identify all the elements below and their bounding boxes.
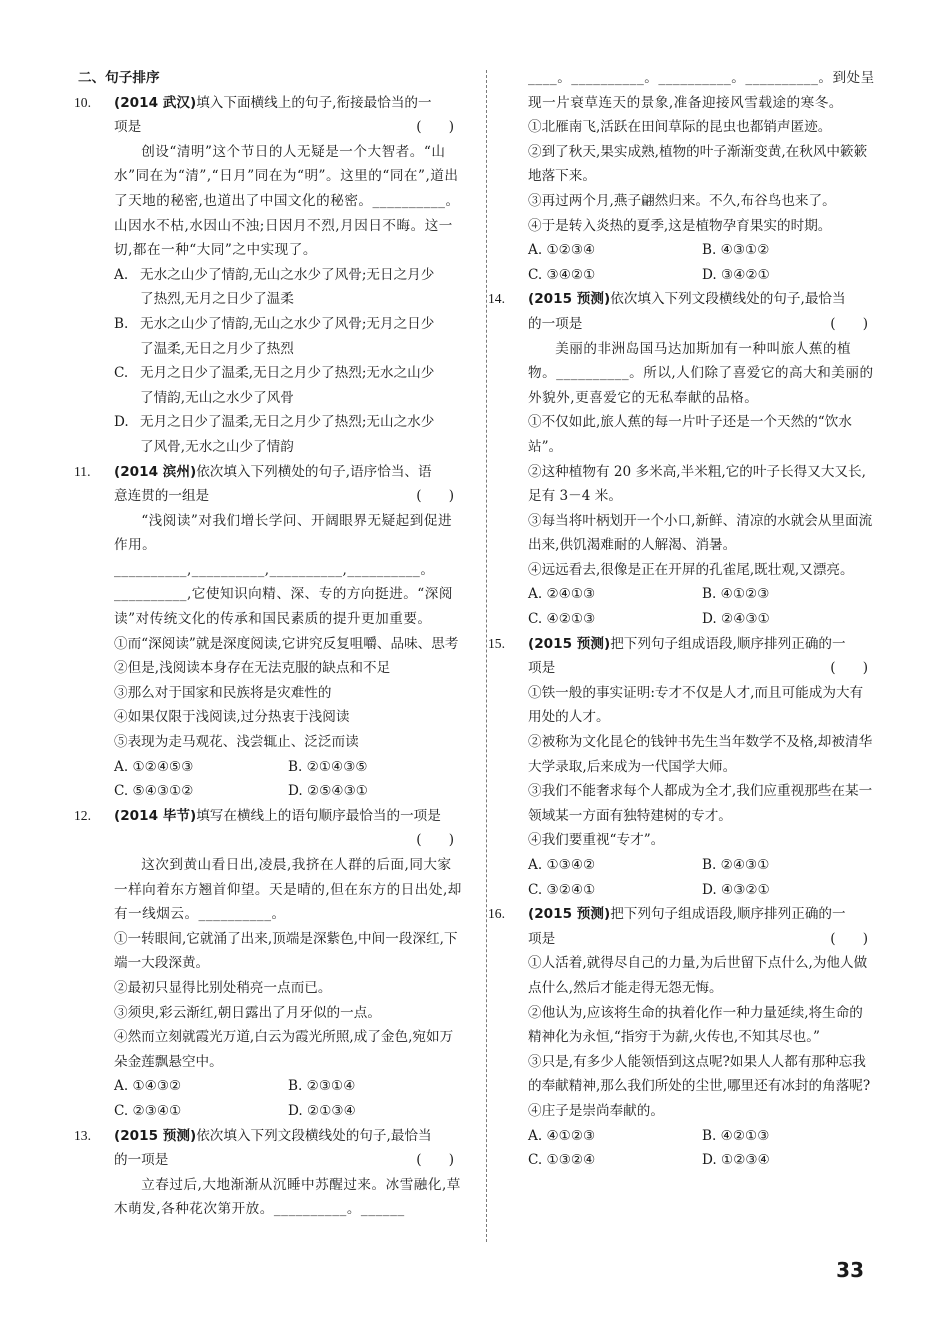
question-14	[488, 287, 876, 631]
option-label: A.	[114, 266, 129, 283]
sentence-item: ②被称为文化昆仑的钱钟书先生当年数学不及格,却被清华大学录取,后来成为一代国学大师。	[528, 734, 873, 775]
answer-choices	[510, 238, 876, 287]
question-text: 的一项是	[114, 1152, 169, 1169]
question-15	[488, 632, 876, 903]
question-number: 11.	[74, 463, 91, 479]
option-a	[96, 263, 462, 312]
choice-b: B. ④②①③	[702, 1127, 770, 1144]
question-source: (2014 武汉)	[114, 94, 197, 111]
question-source: (2015 预测)	[528, 635, 611, 652]
question-source: (2014 滨州)	[114, 463, 197, 480]
choice-c: C. ⑤④③①②	[114, 783, 194, 800]
sentence-item: ④远远看去,很像是正在开屏的孔雀尾,既壮观,又漂亮。	[528, 561, 854, 578]
question-stem-cont	[510, 656, 876, 681]
question-number: 16.	[488, 906, 505, 922]
answer-blank: ( )	[830, 315, 868, 332]
choice-d: D. ③④②①	[702, 266, 770, 283]
answer-choices	[510, 853, 876, 902]
choice-a: A. ④①②③	[528, 1127, 596, 1144]
sentence-item: ④庄子是崇尚奉献的。	[528, 1102, 664, 1119]
answer-blank: ( )	[830, 930, 868, 947]
option-text: 无水之山少了情韵,无山之水少了风骨;无日之月少	[140, 266, 435, 283]
choice-d: D. ④③②①	[702, 881, 770, 898]
sentence-item: ①人活着,就得尽自己的力量,为后世留下点什么,为他人做点什么,然后才能走得无怨无悔。	[528, 955, 868, 996]
sentence-item: ④然而立刻就霞光万道,白云为霞光所照,成了金色,宛如万朵金莲飘悬空中。	[114, 1029, 454, 1070]
sentence-item: ③每当将叶柄划开一个小口,新鲜、清凉的水就会从里面流出来,供饥渴难耐的人解渴、消暑。	[528, 512, 873, 554]
option-text: 了风骨,无水之山少了情韵	[140, 438, 294, 455]
question-number: 12.	[74, 807, 91, 823]
sentence-item: ②到了秋天,果实成熟,植物的叶子渐渐变黄,在秋风中簌簌地落下来。	[528, 143, 868, 185]
question-text: 项是	[528, 930, 556, 947]
question-text: 依次填入下列横处的句子,语序恰当、语	[196, 463, 432, 480]
question-text: 项是	[528, 660, 556, 677]
question-stem	[488, 287, 876, 312]
answer-blank: ( )	[416, 119, 454, 136]
choice-d: D. ②⑤④③①	[288, 783, 368, 800]
question-source: (2015 预测)	[528, 906, 611, 923]
question-text: 依次填入下列文段横线处的句子,最恰当	[610, 291, 846, 308]
sentence-item: ①一转眼间,它就涌了出来,顶端是深紫色,中间一段深红,下端一大段深黄。	[114, 930, 458, 972]
choice-c: C. ③④②①	[528, 266, 596, 283]
choice-b: B. ②③①④	[288, 1078, 356, 1095]
choice-a: A. ①③④②	[528, 857, 596, 873]
choice-c: C. ②③④①	[114, 1102, 182, 1119]
question-source: (2014 毕节)	[114, 807, 197, 824]
answer-blank: ( )	[416, 1152, 454, 1169]
question-stem-cont	[510, 312, 876, 337]
question-stem	[488, 632, 876, 657]
question-16	[488, 902, 876, 1173]
option-text: 了情韵,无山之水少了风骨	[140, 389, 294, 406]
question-stem-cont	[96, 115, 462, 140]
answer-choices	[510, 1124, 876, 1173]
sentence-item: ③须臾,彩云渐红,朝日露出了月牙似的一点。	[114, 1004, 381, 1021]
question-source: (2015 预测)	[528, 291, 611, 308]
question-number: 13.	[74, 1127, 91, 1143]
question-stem	[488, 902, 876, 927]
question-stem-cont	[96, 1148, 462, 1173]
choice-c: C. ③②④①	[528, 881, 596, 898]
answer-blank: ( )	[830, 660, 868, 677]
question-number: 10.	[74, 94, 91, 110]
sentence-item: ④如果仅限于浅阅读,过分热衷于浅阅读	[114, 709, 350, 726]
choice-d: D. ②④③①	[702, 611, 770, 628]
question-13-continued	[510, 66, 876, 287]
question-text: 填写在横线上的语句顺序最恰当的一项是	[196, 807, 441, 824]
sentence-item: ②但是,浅阅读本身存在无法克服的缺点和不足	[114, 660, 391, 677]
option-text: 了热烈,无月之日少了温柔	[140, 291, 294, 308]
sentence-item: ③只是,有多少人能领悟到这点呢?如果人人都有那种忘我的奉献精神,那么我们所处的尘世,哪里还有冰封的角落呢?	[528, 1053, 871, 1095]
sentence-item: ①而“深阅读”就是深度阅读,它讲究反复咀嚼、品味、思考	[114, 635, 459, 652]
answer-choices	[510, 582, 876, 631]
choice-d: D. ②①③④	[288, 1102, 356, 1119]
passage-continuation: ____。__________。__________。__________。到处呈现一片衰草连天的景象,准备迎接风雪载途的寒冬。	[528, 70, 875, 111]
sentence-item: ①铁一般的事实证明:专才不仅是人才,而且可能成为大有用处的人才。	[528, 684, 864, 726]
sentence-item: ④于是转入炎热的夏季,这是植物孕育果实的时期。	[528, 217, 832, 234]
choice-a: A. ②④①③	[528, 586, 596, 603]
left-column	[74, 66, 462, 1222]
question-text: 意连贯的一组是	[114, 488, 210, 505]
passage: “浅阅读”对我们增长学问、开阔眼界无疑起到促进作用。__________,__________,__________,__________。__________,它使知识向精、深、专的方向挺进。“深阅读”对传统文化的传承和国民素质的提升更加重要。	[114, 512, 453, 628]
option-c	[96, 361, 462, 410]
passage: 这次到黄山看日出,凌晨,我挤在人群的后面,同大家一样向着东方翘首仰望。天是晴的,但在东方的日出处,却有一线烟云。__________。	[114, 857, 462, 923]
question-stem	[74, 804, 462, 829]
choice-b: B. ②①④③⑤	[288, 758, 368, 775]
sentence-item: ②他认为,应该将生命的执着化作一种力量延续,将生命的精神化为永恒,“指穷于为薪,火传也,不知其尽也。”	[528, 1004, 863, 1046]
question-11	[74, 460, 462, 804]
question-stem-cont	[510, 927, 876, 952]
sentence-item: ③我们不能奢求每个人都成为全才,我们应重视那些在某一领域某一方面有独特建树的专才。	[528, 783, 873, 824]
sentence-item: ①不仅如此,旅人蕉的每一片叶子还是一个天然的“饮水站”。	[528, 414, 852, 455]
sentence-item: ③那么对于国家和民族将是灾难性的	[114, 684, 332, 701]
sentence-item: ①北雁南飞,活跃在田间草际的昆虫也都销声匿迹。	[528, 119, 832, 136]
choice-c: C. ①③②④	[528, 1152, 596, 1169]
question-13	[74, 1124, 462, 1222]
option-d	[96, 410, 462, 459]
choice-b: B. ④①②③	[702, 586, 770, 603]
sentence-item: ②这种植物有 20 多米高,半米粗,它的叶子长得又大又长,足有 3－4 米。	[528, 463, 866, 505]
question-10	[74, 91, 462, 460]
passage: 美丽的非洲岛国马达加斯加有一种叫旅人蕉的植物。__________。所以,人们除了喜爱它的高大和美丽的外貌外,更喜爱它的无私奉献的品格。	[528, 340, 874, 406]
sentence-item: ②最初只显得比别处稍亮一点而已。	[114, 979, 332, 996]
option-text: 无月之日少了温柔,无日之月少了热烈;无水之山少	[140, 365, 435, 382]
question-stem-cont	[96, 828, 462, 853]
question-source: (2015 预测)	[114, 1127, 197, 1144]
question-text: 把下列句子组成语段,顺序排列正确的一	[610, 635, 846, 652]
question-stem	[74, 1124, 462, 1149]
question-number: 15.	[488, 635, 505, 651]
option-b	[96, 312, 462, 361]
question-number: 14.	[488, 291, 505, 307]
option-label: D.	[114, 414, 129, 431]
column-divider	[486, 70, 487, 1242]
choice-b: B. ②④③①	[702, 857, 770, 873]
question-12	[74, 804, 462, 1124]
answer-blank: ( )	[416, 832, 454, 849]
answer-choices	[96, 755, 462, 804]
choice-c: C. ④②①③	[528, 611, 596, 628]
question-text: 项是	[114, 119, 142, 136]
choice-d: D. ①②③④	[702, 1152, 770, 1169]
sentence-item: ④我们要重视“专才”。	[528, 832, 665, 849]
question-stem-cont	[96, 484, 462, 509]
sentence-item: ③再过两个月,燕子翩然归来。不久,布谷鸟也来了。	[528, 192, 836, 209]
choice-a: A. ①②③④	[528, 242, 596, 259]
passage: 立春过后,大地渐渐从沉睡中苏醒过来。冰雪融化,草木萌发,各种花次第开放。__________。______	[114, 1176, 461, 1218]
page-number: 33	[836, 1258, 864, 1282]
option-label: B.	[114, 315, 129, 332]
question-stem	[74, 460, 462, 485]
answer-choices	[96, 1074, 462, 1123]
choice-a: A. ①②④⑤③	[114, 758, 194, 775]
question-text: 把下列句子组成语段,顺序排列正确的一	[610, 906, 846, 923]
right-column	[488, 66, 876, 1173]
answer-blank: ( )	[416, 488, 454, 505]
option-text: 了温柔,无日之月少了热烈	[140, 340, 294, 357]
question-stem	[74, 91, 462, 116]
option-text: 无水之山少了情韵,无山之水少了风骨;无月之日少	[140, 315, 435, 332]
question-text: 依次填入下列文段横线处的句子,最恰当	[196, 1127, 432, 1144]
passage: 创设“清明”这个节日的人无疑是一个大智者。“山水”同在为“清”,“日月”同在为“明”。这里的“同在”,道出了天地的秘密,也道出了中国文化的秘密。__________。山因水不枯,水因山不浊;日因月不烈,月因日不晦。这一切,都在一种“大同”之中实现了。	[114, 143, 460, 259]
choice-a: A. ①④③②	[114, 1078, 182, 1095]
question-text: 的一项是	[528, 315, 583, 332]
sentence-item: ⑤表现为走马观花、浅尝辄止、泛泛而读	[114, 734, 359, 751]
option-text: 无月之日少了温柔,无日之月少了热烈;无山之水少	[140, 414, 435, 431]
question-text: 填入下面横线上的句子,衔接最恰当的一	[196, 94, 432, 111]
section-title: 二、句子排序	[78, 70, 160, 86]
choice-b: B. ④③①②	[702, 242, 770, 259]
option-label: C.	[114, 365, 129, 382]
